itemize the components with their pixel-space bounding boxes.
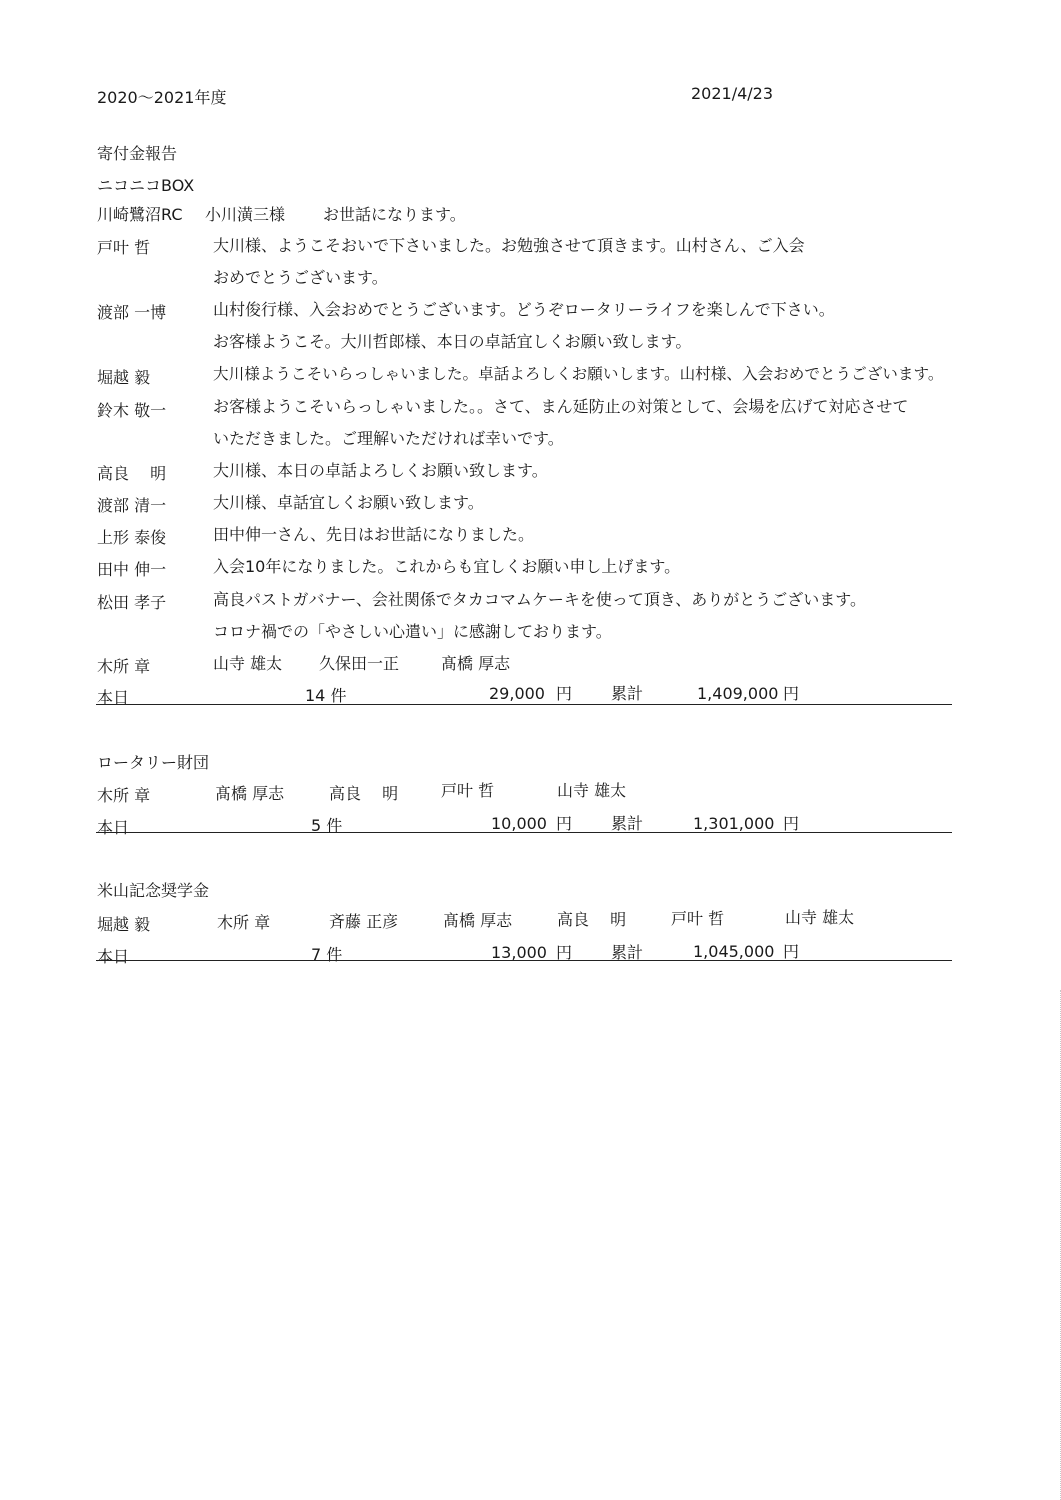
- entry-name: 渡部 清一: [97, 496, 167, 515]
- summary-count: 7 件: [311, 945, 343, 964]
- entry-message: 山村俊行様、入会おめでとうございます。どうぞロータリーライフを楽しんで下さい。: [213, 300, 835, 319]
- summary-total: 1,045,000: [693, 942, 775, 961]
- entry-message: おめでとうございます。: [213, 268, 388, 287]
- summary-yen: 円: [556, 943, 573, 962]
- entry-message: 入会10年になりました。これからも宜しくお願い申し上げます。: [213, 557, 681, 576]
- entry-name: 堀越 毅: [97, 368, 151, 387]
- others-member: 山寺 雄太: [213, 654, 283, 673]
- summary-amount: 29,000: [489, 684, 545, 703]
- rotary-name: 木所 章: [97, 786, 151, 805]
- entry-name: 高良 明: [97, 464, 167, 483]
- report-date: 2021/4/23: [691, 84, 774, 103]
- others-member: 髙橋 厚志: [441, 654, 511, 673]
- summary-count: 5 件: [311, 816, 343, 835]
- yoneyama-name: 斉藤 正彦: [329, 912, 399, 931]
- summary-label: 本日: [97, 688, 130, 707]
- entry-name: 田中 伸一: [97, 560, 167, 579]
- entry-message: お客様ようこそいらっしゃいました。。さて、まん延防止の対策として、会場を広げて対応させて: [213, 397, 909, 416]
- summary-total-yen: 円: [783, 684, 800, 703]
- entry-name: 渡部 一博: [97, 303, 167, 322]
- summary-total: 1,301,000: [693, 814, 775, 833]
- rotary-name: 山寺 雄太: [557, 781, 627, 800]
- others-member: 久保田一正: [319, 654, 400, 673]
- summary-amount: 10,000: [491, 814, 547, 833]
- yoneyama-name: 戸叶 哲: [671, 909, 725, 928]
- others-name: 木所 章: [97, 657, 151, 676]
- entry-message: 大川様、本日の卓話よろしくお願い致します。: [213, 461, 548, 480]
- nikoniko-section-title: ニコニコBOX: [97, 176, 195, 195]
- entry-name: 戸叶 哲: [97, 238, 151, 257]
- rotary-section-title: ロータリー財団: [97, 753, 210, 772]
- guest-person: 小川潢三様: [205, 205, 286, 224]
- entry-name: 鈴木 敬一: [97, 401, 167, 420]
- yoneyama-name: 高良 明: [557, 910, 627, 929]
- report-title: 寄付金報告: [97, 144, 178, 163]
- entry-name: 上形 泰俊: [97, 528, 167, 547]
- entry-message: 大川様、ようこそおいで下さいました。お勉強させて頂きます。山村さん、ご入会: [213, 236, 805, 255]
- yoneyama-name: 山寺 雄太: [785, 908, 855, 927]
- rotary-name: 高良 明: [329, 784, 399, 803]
- summary-rule: [96, 960, 952, 961]
- yoneyama-section-title: 米山記念奨学金: [97, 881, 210, 900]
- entry-message: 大川様ようこそいらっしゃいました。卓話よろしくお願いします。山村様、入会おめでとうございます。: [213, 365, 944, 383]
- rotary-name: 戸叶 哲: [441, 781, 495, 800]
- entry-message: お客様ようこそ。大川哲郎様、本日の卓話宜しくお願い致します。: [213, 332, 692, 351]
- entry-message: 田中伸一さん、先日はお世話になりました。: [213, 525, 534, 544]
- summary-count: 14 件: [305, 686, 347, 705]
- summary-total-yen: 円: [783, 814, 800, 833]
- summary-yen: 円: [556, 814, 573, 833]
- entry-message: いただきました。ご理解いただければ幸いです。: [213, 429, 564, 448]
- yoneyama-name: 髙橋 厚志: [443, 911, 513, 930]
- yoneyama-name: 堀越 毅: [97, 915, 151, 934]
- summary-total-label: 累計: [611, 684, 644, 703]
- summary-label: 本日: [97, 818, 130, 837]
- entry-message: 高良パストガバナー、会社関係でタカコマムケーキを使って頂き、ありがとうございます。: [213, 590, 866, 609]
- summary-total: 1,409,000: [697, 684, 779, 703]
- summary-rule: [96, 832, 952, 833]
- summary-rule: [96, 704, 952, 705]
- summary-yen: 円: [556, 684, 573, 703]
- rotary-name: 髙橋 厚志: [215, 784, 285, 803]
- guest-club: 川崎鷺沼RC: [97, 205, 183, 224]
- summary-total-yen: 円: [783, 942, 800, 961]
- entry-message: コロナ禍での「やさしい心遣い」に感謝しております。: [213, 622, 612, 641]
- summary-total-label: 累計: [611, 814, 644, 833]
- summary-total-label: 累計: [611, 943, 644, 962]
- entry-message: 大川様、卓話宜しくお願い致します。: [213, 493, 484, 512]
- entry-name: 松田 孝子: [97, 593, 167, 612]
- yoneyama-name: 木所 章: [217, 913, 271, 932]
- fiscal-year: 2020～2021年度: [97, 88, 227, 107]
- guest-message: お世話になります。: [323, 205, 466, 224]
- summary-amount: 13,000: [491, 943, 547, 962]
- summary-label: 本日: [97, 947, 130, 966]
